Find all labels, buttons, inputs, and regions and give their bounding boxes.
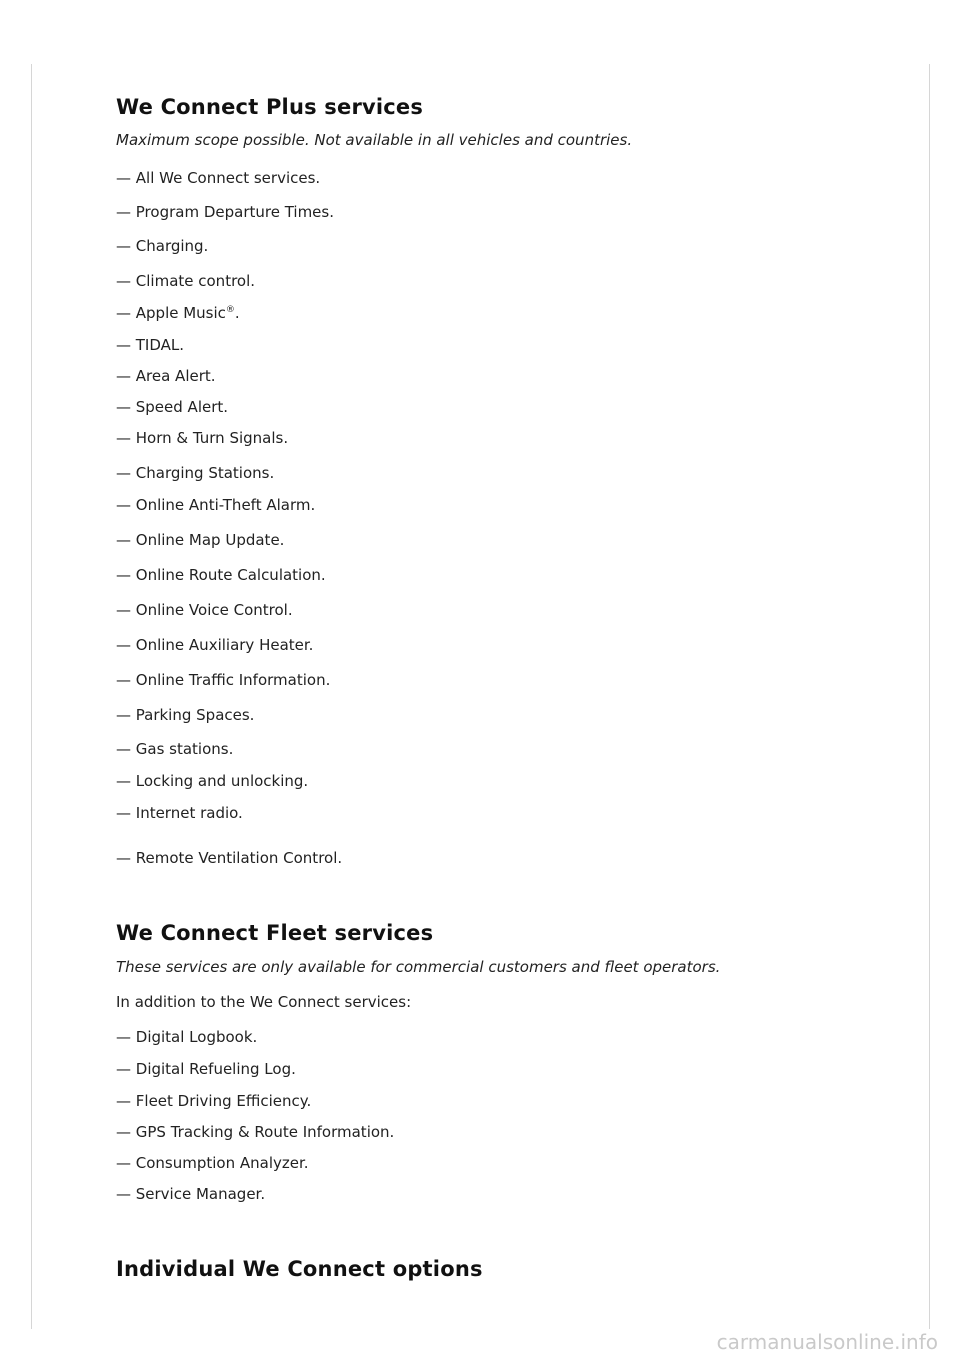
list-item-period: . [234,304,240,322]
list-item: — Internet radio. [116,804,243,822]
fleet-section-subtitle: These services are only available for commercial customers and fleet operators. [116,958,721,976]
list-item: — All We Connect services. [116,169,321,187]
plus-section-title: We Connect Plus services [116,95,424,119]
list-item-text: — Apple Music [116,304,226,322]
list-item: — Charging. [116,237,209,255]
list-item: — Online Auxiliary Heater. [116,636,314,654]
watermark: carmanualsonline.info [716,1330,938,1354]
list-item: — Digital Logbook. [116,1028,258,1046]
list-item: — Online Map Update. [116,531,285,549]
list-item: — Gas stations. [116,740,234,758]
list-item: — Charging Stations. [116,464,275,482]
plus-section-subtitle: Maximum scope possible. Not available in all vehicles and countries. [116,131,633,149]
list-item: — Parking Spaces. [116,706,255,724]
list-item: — Fleet Driving Efficiency. [116,1092,312,1110]
page-rule-right [929,64,930,1329]
list-item: — Online Anti-Theft Alarm. [116,496,316,514]
options-section-title: Individual We Connect options [116,1257,483,1281]
list-item: — GPS Tracking & Route Information. [116,1123,395,1141]
fleet-section-title: We Connect Fleet services [116,921,434,945]
list-item: — TIDAL. [116,336,185,354]
list-item-apple-music [116,304,240,322]
list-item: — Area Alert. [116,367,216,385]
list-item: — Digital Refueling Log. [116,1060,296,1078]
list-item: — Online Voice Control. [116,601,293,619]
list-item: — Program Departure Times. [116,203,334,221]
list-item: — Climate control. [116,272,256,290]
list-item: — Horn & Turn Signals. [116,429,289,447]
list-item: — Speed Alert. [116,398,229,416]
fleet-section-intro: In addition to the We Connect services: [116,993,412,1011]
registered-mark: ® [225,305,235,315]
page-rule-left [31,64,32,1329]
list-item: — Remote Ventilation Control. [116,849,343,867]
list-item: — Online Route Calculation. [116,566,326,584]
list-item: — Online Traffic Information. [116,671,331,689]
list-item: — Consumption Analyzer. [116,1154,309,1172]
list-item: — Service Manager. [116,1185,266,1203]
list-item: — Locking and unlocking. [116,772,309,790]
